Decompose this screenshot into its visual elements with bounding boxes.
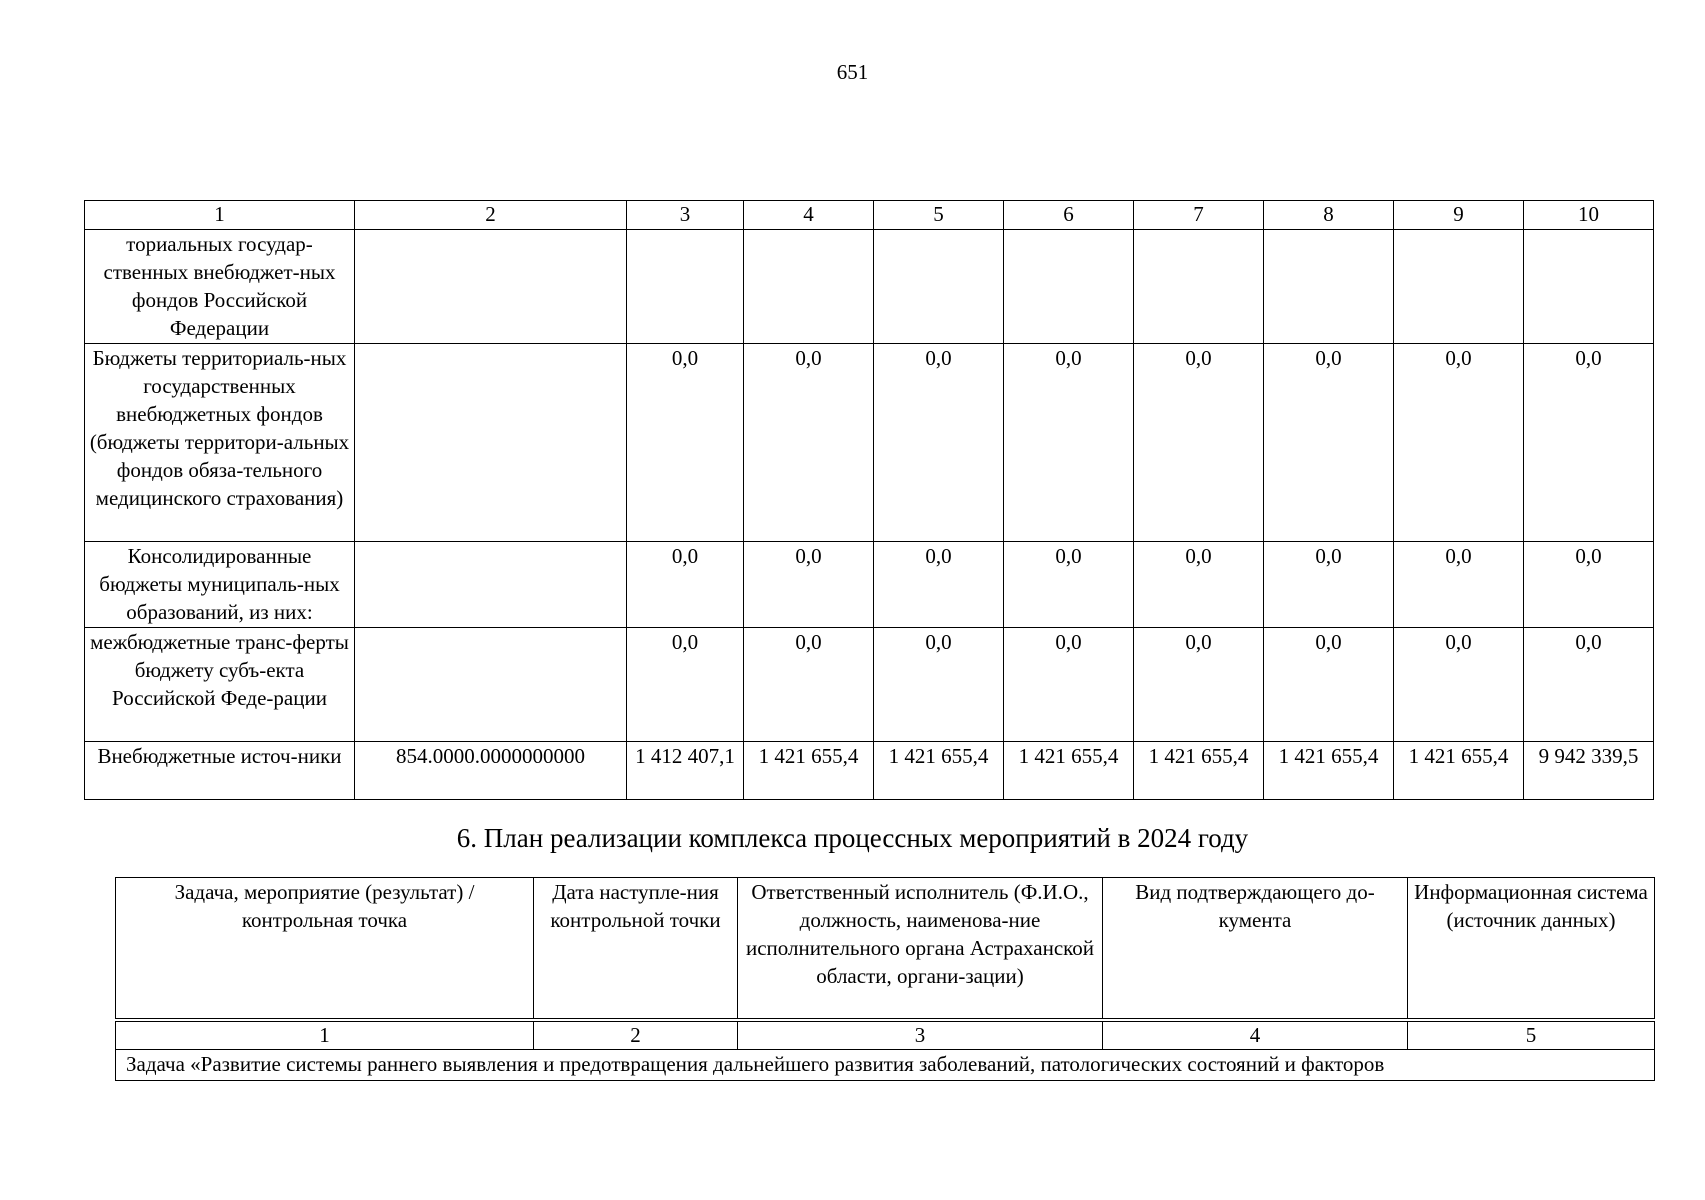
table-cell [874, 230, 1004, 344]
row-code [355, 542, 627, 628]
table-cell: 0,0 [627, 344, 744, 542]
table-cell: 0,0 [1524, 628, 1654, 742]
row-code [355, 628, 627, 742]
column-header: 4 [744, 201, 874, 230]
task-row [116, 1050, 1655, 1081]
column-header: 1 [85, 201, 355, 230]
table-cell: 0,0 [1264, 628, 1394, 742]
column-header: Дата наступле-ния контрольной точки [534, 878, 738, 1021]
column-index: 1 [116, 1020, 534, 1050]
plan-table [115, 877, 1655, 1081]
row-code [355, 344, 627, 542]
table-cell [1264, 230, 1394, 344]
table-header-row [116, 878, 1655, 1021]
table-cell: 0,0 [874, 344, 1004, 542]
table-cell: 0,0 [627, 542, 744, 628]
column-header: Информационная система (источник данных) [1408, 878, 1655, 1021]
column-header: Вид подтверждающего до-кумента [1103, 878, 1408, 1021]
column-header: 5 [874, 201, 1004, 230]
column-header: 2 [355, 201, 627, 230]
row-code [355, 230, 627, 344]
table-cell: 0,0 [1524, 344, 1654, 542]
table-cell: 9 942 339,5 [1524, 742, 1654, 800]
column-index: 4 [1103, 1020, 1408, 1050]
table-cell: 0,0 [1394, 628, 1524, 742]
row-label: ториальных государ-ственных внебюджет-ных фондов Российской Федерации [85, 230, 355, 344]
column-header: 10 [1524, 201, 1654, 230]
column-index: 2 [534, 1020, 738, 1050]
task-text: Задача «Развитие системы раннего выявления и предотвращения дальнейшего развития заболеваний, патологических состояний и факторов [116, 1050, 1655, 1081]
financing-table [84, 200, 1654, 800]
table-row [85, 230, 1654, 344]
table-row [85, 542, 1654, 628]
table-cell [1004, 230, 1134, 344]
column-header: 9 [1394, 201, 1524, 230]
table-cell: 0,0 [1134, 344, 1264, 542]
column-header: Задача, мероприятие (результат) / контрольная точка [116, 878, 534, 1021]
table-cell: 1 421 655,4 [1004, 742, 1134, 800]
table-cell: 0,0 [1134, 542, 1264, 628]
table-cell: 0,0 [1004, 344, 1134, 542]
table-cell: 0,0 [1264, 542, 1394, 628]
table-cell: 1 421 655,4 [1394, 742, 1524, 800]
table-cell: 1 412 407,1 [627, 742, 744, 800]
table-cell: 1 421 655,4 [744, 742, 874, 800]
table-cell: 0,0 [1394, 344, 1524, 542]
table-row [85, 344, 1654, 542]
table-row [85, 742, 1654, 800]
column-index: 3 [738, 1020, 1103, 1050]
column-index: 5 [1408, 1020, 1655, 1050]
table-cell: 0,0 [1524, 542, 1654, 628]
table-cell [627, 230, 744, 344]
table-cell: 0,0 [744, 344, 874, 542]
table-header-row [85, 201, 1654, 230]
table-cell: 1 421 655,4 [1264, 742, 1394, 800]
table-cell: 0,0 [1264, 344, 1394, 542]
table-cell [744, 230, 874, 344]
column-header: Ответственный исполнитель (Ф.И.О., должность, наименова-ние исполнительного органа Астраханской области, органи-зации) [738, 878, 1103, 1021]
table-cell: 0,0 [744, 542, 874, 628]
table-cell: 0,0 [874, 628, 1004, 742]
row-label: Внебюджетные источ-ники [85, 742, 355, 800]
section-title: 6. План реализации комплекса процессных мероприятий в 2024 году [456, 823, 1249, 853]
column-index-row [116, 1020, 1655, 1050]
table-cell: 0,0 [1394, 542, 1524, 628]
table-cell [1524, 230, 1654, 344]
table-cell: 0,0 [744, 628, 874, 742]
table-cell: 0,0 [1004, 628, 1134, 742]
table-cell [1394, 230, 1524, 344]
row-label: межбюджетные транс-ферты бюджету субъ-екта Российской Феде-рации [85, 628, 355, 742]
table-cell: 0,0 [627, 628, 744, 742]
row-label: Консолидированные бюджеты муниципаль-ных образований, из них: [85, 542, 355, 628]
table-cell [1134, 230, 1264, 344]
column-header: 8 [1264, 201, 1394, 230]
table-cell: 0,0 [874, 542, 1004, 628]
table-cell: 1 421 655,4 [874, 742, 1004, 800]
column-header: 3 [627, 201, 744, 230]
row-label: Бюджеты территориаль-ных государственных внебюджетных фондов (бюджеты территори-альных фондов обяза-тельного медицинского страхования) [85, 344, 355, 542]
column-header: 7 [1134, 201, 1264, 230]
page-number: 651 [836, 60, 869, 84]
table-cell: 0,0 [1134, 628, 1264, 742]
row-code: 854.0000.0000000000 [355, 742, 627, 800]
table-cell: 1 421 655,4 [1134, 742, 1264, 800]
table-row [85, 628, 1654, 742]
table-cell: 0,0 [1004, 542, 1134, 628]
column-header: 6 [1004, 201, 1134, 230]
